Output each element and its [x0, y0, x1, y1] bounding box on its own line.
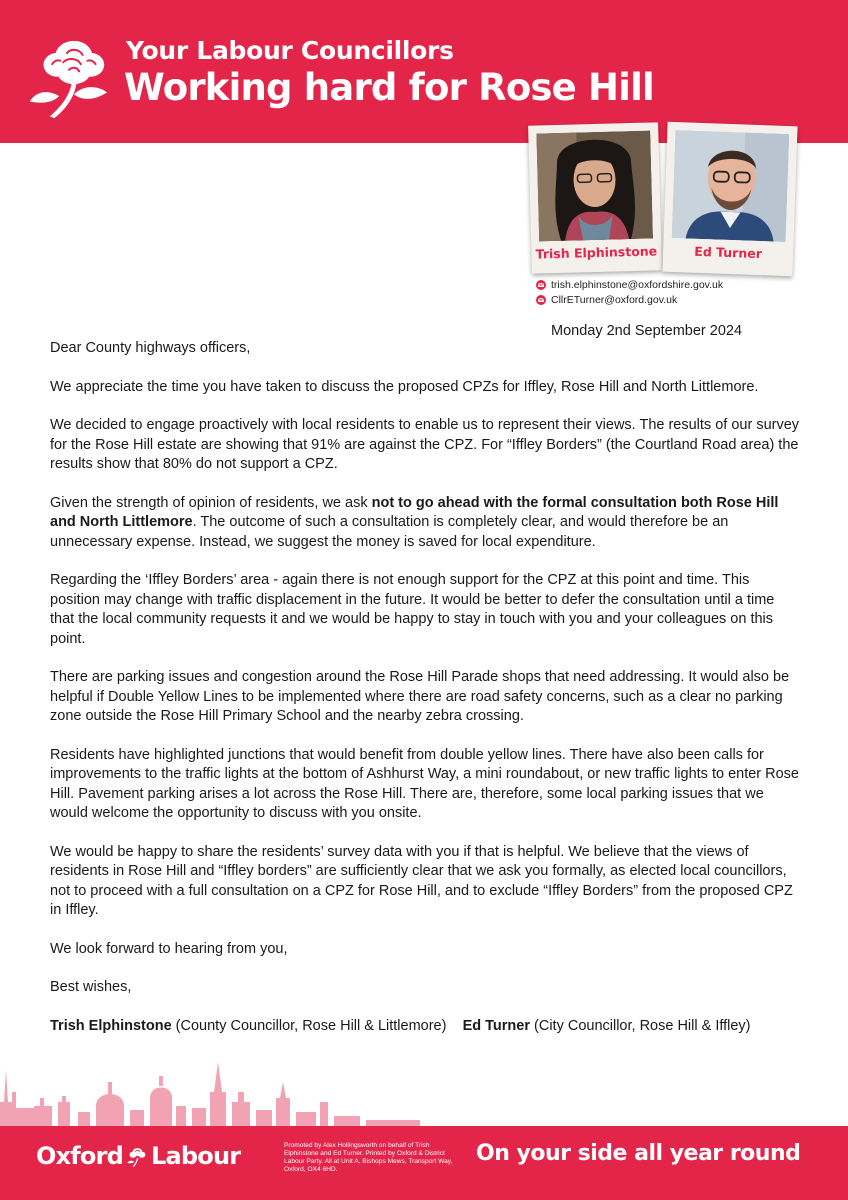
header-title: Working hard for Rose Hill: [124, 66, 654, 109]
header-banner: [0, 0, 848, 143]
letter-paragraph: [50, 494, 800, 553]
letter-paragraph: We appreciate the time you have taken to discuss the proposed CPZs for Iffley, Rose Hill and North Littlemore.: [50, 378, 759, 395]
letter-closing: Best wishes,: [50, 979, 132, 995]
paragraph-text: . The outcome of such a consultation is completely clear, and would therefore be an unnecessary expense. Instead, we suggest the money is saved for local expenditure.: [50, 514, 729, 550]
email-link[interactable]: CllrETurner@oxford.gov.uk: [551, 293, 678, 306]
letter-paragraph: Residents have highlighted junctions that would benefit from double yellow lines. There have also been calls for improvements to the traffic lights at the bottom of Ashhurst Way, a mini roundabout, or new traffic lights to enter Rose Hill. Pavement parking arises a lot across the Rose Hill. There are, therefore, some local parking issues that we would welcome the opportunity to discuss with you onsite.: [50, 746, 799, 821]
logo-text-left: Oxford: [36, 1142, 124, 1170]
councillor-photo-card: [662, 122, 797, 276]
imprint-text: Promoted by Alex Hollingsworth on behalf of Trish Elphinstone and Ed Turner. Printed by Oxford & District Labour Party. All at Unit A, Bishops Mews, Transport Way, Oxford, OX4 6HD.: [284, 1142, 453, 1173]
contact-item: [536, 292, 723, 307]
letter-paragraph: We look forward to hearing from you,: [50, 940, 288, 957]
signatory-role: (County Councillor, Rose Hill & Littlemore): [171, 1017, 447, 1034]
councillor-photo: [536, 131, 653, 242]
signatory-name: Trish Elphinstone: [50, 1017, 172, 1034]
email-icon: [536, 280, 546, 290]
signatory-name: Ed Turner: [462, 1017, 530, 1034]
letter-signatures: [50, 1017, 800, 1037]
letter-paragraph: We would be happy to share the residents’ survey data with you if that is helpful. We believe that the views of residents in Rose Hill and “Iffley borders” are sufficiently clear that we ask you formally, as elected local councillors, not to proceed with a full consultation on a CPZ for Rose Hill, and to exclude “Iffley Borders” from the proposed CPZ in Iffley.: [50, 843, 793, 918]
councillor-photo-card: [528, 122, 662, 273]
letter-paragraph: There are parking issues and congestion around the Rose Hill Parade shops that need addressing. It would also be helpful if Double Yellow Lines to be implemented where there are road safety concerns, such as a clear no parking zone outside the Rose Hill Primary School and the nearby zebra crossing.: [50, 669, 790, 724]
emphasis-text: not to go ahead with the formal consultation both Rose Hill and North Littlemore: [50, 494, 779, 530]
letter-paragraph: Regarding the ‘Iffley Borders’ area - again there is not enough support for the CPZ at this point and time. This position may change with traffic displacement in the future. It would be better to defer the consultation until a time that the local community requests it and we would be happy to stay in touch with you and your colleagues on this point.: [50, 572, 775, 647]
signatory-role: (City Councillor, Rose Hill & Iffley): [529, 1017, 751, 1034]
header-subtitle: Your Labour Councillors: [126, 36, 454, 65]
footer-banner: [0, 1126, 848, 1200]
labour-rose-icon: [26, 28, 118, 120]
footer-tagline: On your side all year round: [476, 1141, 801, 1166]
email-icon: [536, 295, 546, 305]
oxford-labour-logo: [36, 1142, 240, 1170]
logo-text-right: Labour: [151, 1142, 241, 1170]
councillor-name-label: Ed Turner: [694, 243, 763, 262]
letter-greeting: Dear County highways officers,: [50, 340, 251, 356]
councillor-photo: [672, 130, 790, 242]
contact-item: [536, 277, 723, 292]
letter-body: [50, 339, 800, 1055]
labour-rose-icon: [126, 1145, 148, 1167]
paragraph-text: Given the strength of opinion of residents, we ask: [50, 494, 372, 511]
councillor-name-label: Trish Elphinstone: [535, 243, 658, 262]
contact-list: [536, 277, 723, 307]
letter-paragraph: We decided to engage proactively with local residents to enable us to represent their views. The results of our survey for the Rose Hill estate are showing that 91% are against the CPZ. For “Iffley Borders” (the Courtland Road area) the results show that 80% do not support a CPZ.: [50, 417, 800, 472]
letter-date: Monday 2nd September 2024: [551, 323, 743, 339]
email-link[interactable]: trish.elphinstone@oxfordshire.gov.uk: [551, 278, 724, 291]
oxford-skyline-graphic: [0, 1062, 420, 1128]
